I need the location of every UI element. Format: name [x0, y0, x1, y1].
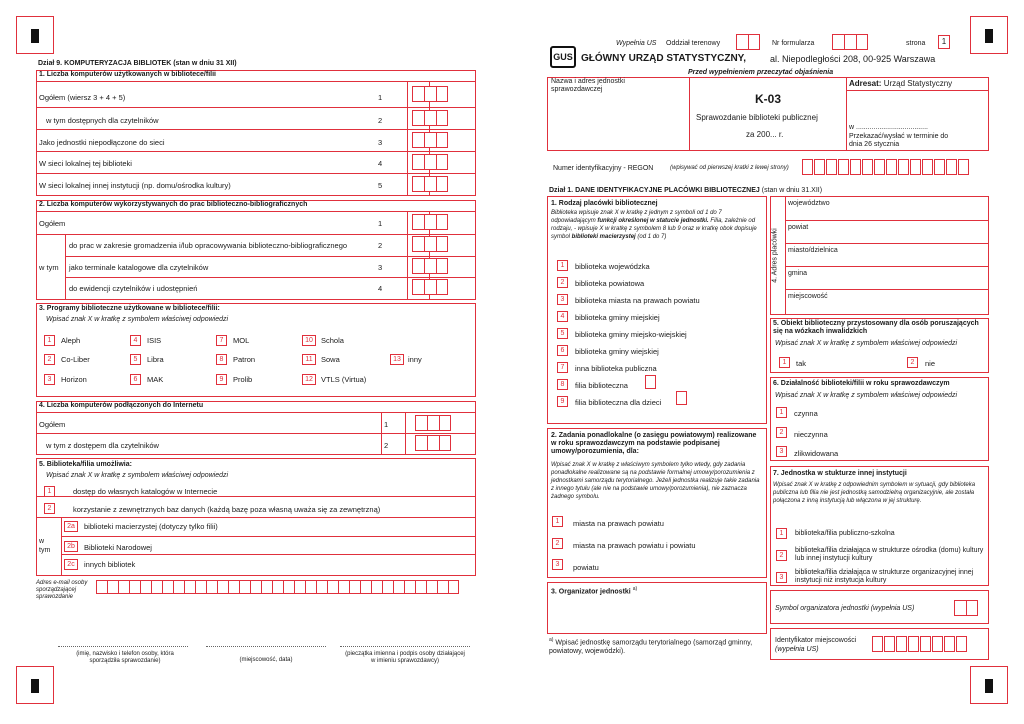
- addressee-city-line[interactable]: w .....................................: [849, 124, 928, 131]
- option-label: filia biblioteczna dla dzieci: [575, 398, 662, 407]
- organizer-input[interactable]: [551, 598, 761, 630]
- section-title: 1. Rodzaj placówki bibliotecznej: [551, 200, 658, 207]
- option-label: biblioteka gminy miejsko-wiejskiej: [575, 330, 687, 339]
- option-label: powiatu: [573, 563, 599, 572]
- footnote: [549, 636, 767, 656]
- checkbox-schola[interactable]: 10: [302, 335, 316, 346]
- section-hint: Wpisać znak X w kratkę z odpowiednim symbolem w sytuacji, gdy biblioteka publiczna lub filia nie jest jednostką samodzielną organizacyjnie, ale została połączona z inną instytucją lub włączona w jej strukturę.: [773, 482, 976, 504]
- option-label: filia biblioteczna: [575, 381, 628, 390]
- option-label: biblioteki macierzystej (dotyczy tylko filii): [84, 522, 218, 531]
- row-label: w tym dostępnych dla czytelników: [46, 116, 159, 125]
- option-label: ISIS: [147, 336, 162, 345]
- checkbox-library-type-8[interactable]: 8: [557, 379, 568, 390]
- wtym-label: w tym: [39, 263, 59, 272]
- checkbox-libra[interactable]: 5: [130, 354, 141, 365]
- option-label: Schola: [321, 336, 344, 345]
- row-label: Jako jednostki niepodłączone do sieci: [39, 138, 165, 147]
- value-input[interactable]: [415, 435, 451, 451]
- option-label: Patron: [233, 355, 256, 364]
- checkbox-library-type-3[interactable]: 3: [557, 294, 568, 305]
- section-title: 2. Zadania ponadlokalne (o zasięgu powiatowym) realizowane w roku sprawozdawczym na podstawie podpisanej umowy/porozumienia, dla:: [551, 432, 757, 455]
- option-label: Prolib: [233, 375, 253, 384]
- checkbox-prolib[interactable]: 9: [216, 374, 227, 385]
- value-input[interactable]: [412, 176, 448, 192]
- signature-line-place-date[interactable]: [206, 646, 326, 647]
- dzial1-title-main: Dział 1. DANE IDENTYFIKACYJNE PLACÓWKI BIBLIOTECZNEJ: [549, 187, 760, 194]
- option-label: biblioteka gminy wiejskiej: [575, 347, 659, 356]
- row-label: do prac w zakresie gromadzenia i/lub opracowywania biblioteczno-bibliograficznego: [69, 241, 348, 250]
- value-input[interactable]: [412, 214, 448, 230]
- form-code: K-03: [755, 92, 782, 106]
- section-title: 3. Programy biblioteczne użytkowane w bibliotece/filii:: [39, 305, 220, 312]
- branch-label: Oddział terenowy: [666, 40, 721, 47]
- checkbox-city-county-and-county[interactable]: 2: [552, 538, 563, 549]
- hint-bold: funkcji określonej w statucie jednostki.: [597, 218, 709, 224]
- option-label: nieczynna: [794, 430, 828, 439]
- option-label: Libra: [147, 355, 164, 364]
- checkbox-library-type-7[interactable]: 7: [557, 362, 568, 373]
- parent-library-symbol-input[interactable]: [676, 391, 687, 405]
- signature-caption: (pieczątka imienna i podpis osoby działającej w imieniu sprawozdawcy): [345, 651, 465, 664]
- row-number: 1: [378, 219, 383, 228]
- section-title: 1. Liczba komputerów użytkowanych w bibliotece/filii: [37, 71, 476, 82]
- row-number: 2: [378, 116, 383, 125]
- hint-part: (od 1 do 7): [635, 234, 667, 240]
- value-input[interactable]: [415, 415, 451, 431]
- option-label: Aleph: [61, 336, 81, 345]
- checkbox-inactive[interactable]: 2: [776, 427, 787, 438]
- row-number: 4: [378, 284, 383, 293]
- gus-address: al. Niepodległości 208, 00-925 Warszawa: [770, 54, 936, 64]
- checkbox-other-libraries[interactable]: 2c: [64, 559, 78, 570]
- corner-marker-bottom-right: [970, 666, 1008, 704]
- corner-marker-top-left: [16, 16, 54, 54]
- checkbox-mak[interactable]: 6: [130, 374, 141, 385]
- option-label: biblioteka/filia publiczno-szkolna: [795, 530, 895, 537]
- option-label: miasta na prawach powiatu: [573, 519, 664, 528]
- row-number: 3: [378, 263, 383, 272]
- locality-identifier-label: Identyfikator miejscowości: [775, 637, 857, 644]
- option-label: MAK: [147, 375, 164, 384]
- checkbox-sowa[interactable]: 11: [302, 354, 316, 365]
- organizer-symbol-input[interactable]: [954, 600, 978, 616]
- footnote-text: Wpisać jednostkę samorządu terytorialnego (samorząd gminny, powiatowy, wojewódzki).: [549, 639, 753, 656]
- address-field-locality[interactable]: miejscowość: [788, 293, 828, 300]
- option-label: korzystanie z zewnętrznych baz danych (każdą bazę poza własną uważa się za zewnętrzną): [73, 505, 381, 514]
- value-input[interactable]: [412, 132, 448, 148]
- checkbox-own-catalogs[interactable]: 1: [44, 486, 55, 497]
- checkbox-library-type-5[interactable]: 5: [557, 328, 568, 339]
- branch-input[interactable]: [736, 34, 760, 50]
- hint-part: Filia, zależnie od rodzaju, - wpisuje X w kratkę z symbolem 8 lub 9 oraz w kratkę obok dopisuje symbol: [551, 218, 757, 240]
- form-number-input[interactable]: [832, 34, 868, 50]
- option-label: dostęp do własnych katalogów w Internecie: [73, 487, 218, 496]
- row-label: jako terminale katalogowe dla czytelników: [69, 263, 209, 272]
- registration-mark: [985, 679, 993, 693]
- deadline: Przekazać/wysłać w terminie do dnia 26 stycznia: [849, 133, 949, 148]
- section-title: [551, 586, 637, 595]
- checkbox-accessible-no[interactable]: 2: [907, 357, 918, 368]
- addressee-label: Adresat:: [849, 79, 882, 88]
- option-label: biblioteka wojewódzka: [575, 262, 650, 271]
- value-input[interactable]: [412, 279, 448, 295]
- wtym-label: w tym: [39, 538, 51, 554]
- addressee: [849, 79, 952, 88]
- checkbox-library-type-4[interactable]: 4: [557, 311, 568, 322]
- row-number: 3: [378, 138, 383, 147]
- address-field-commune[interactable]: gmina: [788, 270, 808, 277]
- footnote-ref: a): [632, 586, 638, 592]
- section-title: 7. Jednostka w stukturze innej instytucji: [773, 470, 907, 477]
- row-label: W sieci lokalnej innej instytucji (np. domu/ośrodka kultury): [39, 181, 231, 190]
- section-hint: [551, 209, 761, 241]
- checkbox-county[interactable]: 3: [552, 559, 563, 570]
- option-label: innych bibliotek: [84, 560, 136, 569]
- locality-identifier-hint: (wypełnia US): [775, 646, 819, 653]
- option-label: inna biblioteka publiczna: [575, 364, 657, 373]
- dzial1-date: (stan w dniu 31.XII): [761, 187, 823, 194]
- signature-caption: (imię, nazwisko i telefon osoby, która sporządziła sprawozdanie): [76, 651, 174, 664]
- parent-library-symbol-input[interactable]: [645, 375, 656, 389]
- address-field-county[interactable]: powiat: [788, 224, 809, 231]
- hint-part: Biblioteka wpisuje znak X w kratkę z jednym z symboli od 1 do 7 odpowiadającym: [551, 210, 722, 224]
- option-label: inny: [408, 355, 422, 364]
- checkbox-library-type-9[interactable]: 9: [557, 396, 568, 407]
- row-number: 2: [384, 441, 389, 450]
- dzial9-title: Dział 9. KOMPUTERYZACJA BIBLIOTEK (stan w dniu 31 XII): [38, 60, 237, 67]
- checkbox-accessible-yes[interactable]: 1: [779, 357, 790, 368]
- option-label: biblioteka/filia działająca w strukturze organizacyjnej innej instytucji niż instytucja kultury: [795, 569, 974, 584]
- section-title: 5. Obiekt biblioteczny przystosowany dla osób poruszających się na wózkach inwalidzkich: [773, 320, 979, 335]
- registration-mark: [31, 29, 39, 43]
- row-label: Ogółem: [39, 420, 66, 429]
- checkbox-mol[interactable]: 7: [216, 335, 227, 346]
- email-label: Adres e-mail osoby sporządzającej sprawozdanie: [36, 580, 88, 600]
- corner-marker-bottom-left: [16, 666, 54, 704]
- option-label: biblioteka gminy miejskiej: [575, 313, 660, 322]
- option-label: Co-Liber: [61, 355, 90, 364]
- addressee-value: Urząd Statystyczny: [883, 79, 953, 88]
- checkbox-horizon[interactable]: 3: [44, 374, 55, 385]
- checkbox-public-school-library[interactable]: 1: [776, 528, 787, 539]
- logo-text: GUS: [553, 52, 573, 62]
- section-hint: Wpisać znak X w kratkę z symbolem właściwej odpowiedzi: [46, 316, 229, 323]
- option-label: biblioteka powiatowa: [575, 279, 645, 288]
- option-label: biblioteka miasta na prawach powiatu: [575, 296, 700, 305]
- checkbox-library-type-6[interactable]: 6: [557, 345, 568, 356]
- row-label: do ewidencji czytelników i udostępnień: [69, 284, 198, 293]
- regon-label: Numer identyfikacyjny - REGON: [553, 165, 654, 172]
- checkbox-inny[interactable]: 13: [390, 354, 404, 365]
- form-name: Sprawozdanie biblioteki publicznej: [696, 113, 818, 122]
- option-label: nie: [925, 359, 936, 368]
- form-number-label: Nr formularza: [772, 40, 815, 47]
- form-year: za 200... r.: [746, 130, 784, 139]
- checkbox-national-library[interactable]: 2b: [64, 541, 78, 552]
- option-label: czynna: [794, 409, 818, 418]
- fill-us-label: Wypełnia US: [616, 40, 657, 47]
- option-label: zlikwidowana: [794, 449, 839, 458]
- section-hint: Wpisać znak X w kratkę z właściwym symbolem tylko wtedy, gdy zadania ponadlokalne realizowane są na podstawie formalnej umowy/porozumienia z jednostkami samorządu terytorialnego. Jeżeli jednostka realizuje takie zadania z innego tytułu (ale nie na podstawie umowy/porozumienia), nie zaznacza żadnego symbolu.: [551, 462, 760, 500]
- checkbox-aleph[interactable]: 1: [44, 335, 55, 346]
- section-computers-used: [36, 70, 476, 196]
- option-label: VTLS (Virtua): [321, 375, 367, 384]
- option-label: biblioteka/filia działająca w strukturze ośrodka (domu) kultury lub innej instytucji kultury: [795, 547, 984, 562]
- page-label: strona: [906, 40, 926, 47]
- value-input[interactable]: [412, 258, 448, 274]
- section-hint: Wpisać znak X w kratkę z symbolem właściwej odpowiedzi: [775, 340, 958, 347]
- checkbox-liquidated[interactable]: 3: [776, 446, 787, 457]
- row-label: Ogółem (wiersz 3 + 4 + 5): [39, 93, 126, 102]
- option-label: MOL: [233, 336, 250, 345]
- checkbox-culture-center-library[interactable]: 2: [776, 550, 787, 561]
- section-title: 5. Biblioteka/filia umożliwia:: [39, 461, 132, 468]
- registration-mark: [31, 679, 39, 693]
- reporting-unit-name-label: Nazwa i adres jednostki sprawozdawczej: [551, 78, 625, 93]
- read-instructions-note: Przed wypełnieniem przeczytać objaśnienia: [688, 69, 834, 76]
- row-number: 5: [378, 181, 383, 190]
- section-hint: Wpisać znak X w kratkę z symbolem właściwej odpowiedzi: [46, 472, 229, 479]
- row-label: W sieci lokalnej tej biblioteki: [39, 159, 132, 168]
- footnote-mark: a): [549, 637, 554, 643]
- checkbox-non-culture-institution-library[interactable]: 3: [776, 572, 787, 583]
- signature-line-person[interactable]: [58, 646, 188, 647]
- address-vertical-label: 4. Adres placówki: [771, 228, 779, 283]
- registration-mark: [985, 29, 993, 43]
- row-number: 4: [378, 159, 383, 168]
- checkbox-patron[interactable]: 8: [216, 354, 227, 365]
- locality-identifier-input[interactable]: [872, 636, 968, 652]
- checkbox-parent-library[interactable]: 2a: [64, 521, 78, 532]
- checkbox-library-type-1[interactable]: 1: [557, 260, 568, 271]
- regon-hint: (wpisywać od pierwszej kratki z lewej strony): [670, 165, 789, 171]
- section-title: 6. Działalność biblioteki/filii w roku sprawozdawczym: [773, 380, 950, 387]
- signature-caption: (miejscowość, data): [239, 657, 293, 663]
- option-label: tak: [796, 359, 807, 368]
- checkbox-isis[interactable]: 4: [130, 335, 141, 346]
- checkbox-co-liber[interactable]: 2: [44, 354, 55, 365]
- row-number: 1: [378, 93, 383, 102]
- row-number: 1: [384, 420, 389, 429]
- checkbox-vtls[interactable]: 12: [302, 374, 316, 385]
- value-input[interactable]: [412, 110, 448, 126]
- row-number: 2: [378, 241, 383, 250]
- section-hint: Wpisać znak X w kratkę z symbolem właściwej odpowiedzi: [775, 392, 958, 399]
- organizer-symbol-label: Symbol organizatora jednostki (wypełnia US): [775, 605, 915, 612]
- option-label: Biblioteki Narodowej: [84, 543, 152, 552]
- email-input[interactable]: [96, 580, 459, 594]
- option-label: miasta na prawach powiatu i powiatu: [573, 541, 696, 550]
- option-label: Horizon: [61, 375, 87, 384]
- page-number: 1: [938, 35, 950, 49]
- checkbox-external-db[interactable]: 2: [44, 503, 55, 514]
- section-title: 4. Liczba komputerów podłączonych do Internetu: [37, 402, 476, 413]
- gus-logo: [550, 46, 576, 68]
- address-field-voivodeship[interactable]: województwo: [788, 200, 830, 207]
- address-field-city[interactable]: miasto/dzielnica: [788, 247, 838, 254]
- dzial1-title: [549, 187, 822, 194]
- option-label: Sowa: [321, 355, 340, 364]
- corner-marker-top-right: [970, 16, 1008, 54]
- value-input[interactable]: [412, 236, 448, 252]
- hint-bold: biblioteki macierzystej: [571, 234, 636, 240]
- value-input[interactable]: [412, 154, 448, 170]
- checkbox-city-county[interactable]: 1: [552, 516, 563, 527]
- section-title: 2. Liczba komputerów wykorzystywanych do prac biblioteczno-bibliograficznych: [37, 201, 476, 212]
- value-input[interactable]: [412, 86, 448, 102]
- row-label: w tym z dostępem dla czytelników: [46, 441, 159, 450]
- gus-name: GŁÓWNY URZĄD STATYSTYCZNY,: [581, 53, 746, 64]
- checkbox-library-type-2[interactable]: 2: [557, 277, 568, 288]
- row-label: Ogółem: [39, 219, 66, 228]
- regon-input[interactable]: [802, 159, 970, 175]
- organizer-title: 3. Organizator jednostki: [551, 588, 631, 596]
- checkbox-active[interactable]: 1: [776, 407, 787, 418]
- signature-line-stamp[interactable]: [340, 646, 470, 647]
